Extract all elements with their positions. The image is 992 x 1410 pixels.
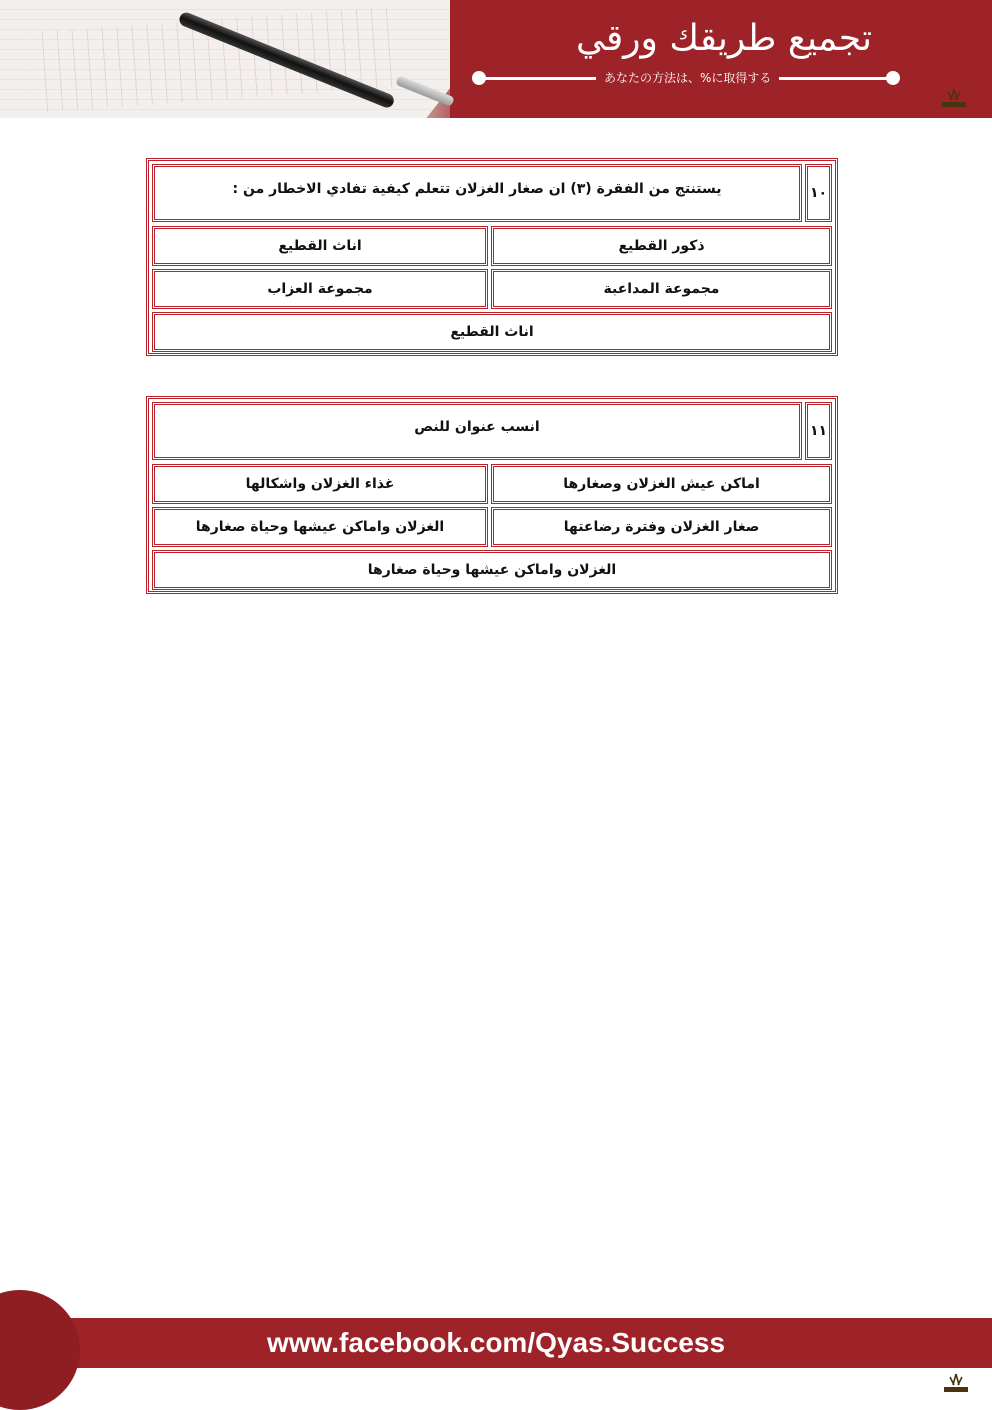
question-text: يستنتج من الفقرة (٣) ان صغار الغزلان تتعلم كيفية تفادي الاخطار من : bbox=[152, 164, 802, 222]
question-11-table bbox=[146, 396, 838, 594]
answer-cell: اناث القطيع bbox=[152, 312, 832, 352]
question-10-table bbox=[146, 158, 838, 356]
header-subtitle: あなたの方法は、%に取得する bbox=[596, 70, 779, 86]
header-dot-right bbox=[886, 71, 900, 85]
option-a[interactable]: ذكور القطيع bbox=[491, 226, 832, 266]
question-number: ١٠ bbox=[805, 164, 832, 222]
header-dot-left bbox=[472, 71, 486, 85]
option-d[interactable]: الغزلان واماكن عيشها وحياة صغارها bbox=[152, 507, 488, 547]
option-c[interactable]: صغار الغزلان وفترة رضاعتها bbox=[491, 507, 832, 547]
option-c[interactable]: مجموعة المداعبة bbox=[491, 269, 832, 309]
option-b[interactable]: اناث القطيع bbox=[152, 226, 488, 266]
question-number: ١١ bbox=[805, 402, 832, 460]
answer-cell: الغزلان واماكن عيشها وحياة صغارها bbox=[152, 550, 832, 590]
footer-facebook-link[interactable]: www.facebook.com/Qyas.Success bbox=[266, 1327, 726, 1358]
option-d[interactable]: مجموعة العزاب bbox=[152, 269, 488, 309]
qyas-logo-icon bbox=[938, 86, 970, 112]
header-banner bbox=[0, 0, 992, 118]
option-b[interactable]: غذاء الغزلان واشكالها bbox=[152, 464, 488, 504]
header-title: تجميع طريقك ورقي bbox=[575, 18, 872, 59]
qyas-logo-icon bbox=[940, 1372, 972, 1396]
option-a[interactable]: اماكن عيش الغزلان وصغارها bbox=[491, 464, 832, 504]
question-text: انسب عنوان للنص bbox=[152, 402, 802, 460]
